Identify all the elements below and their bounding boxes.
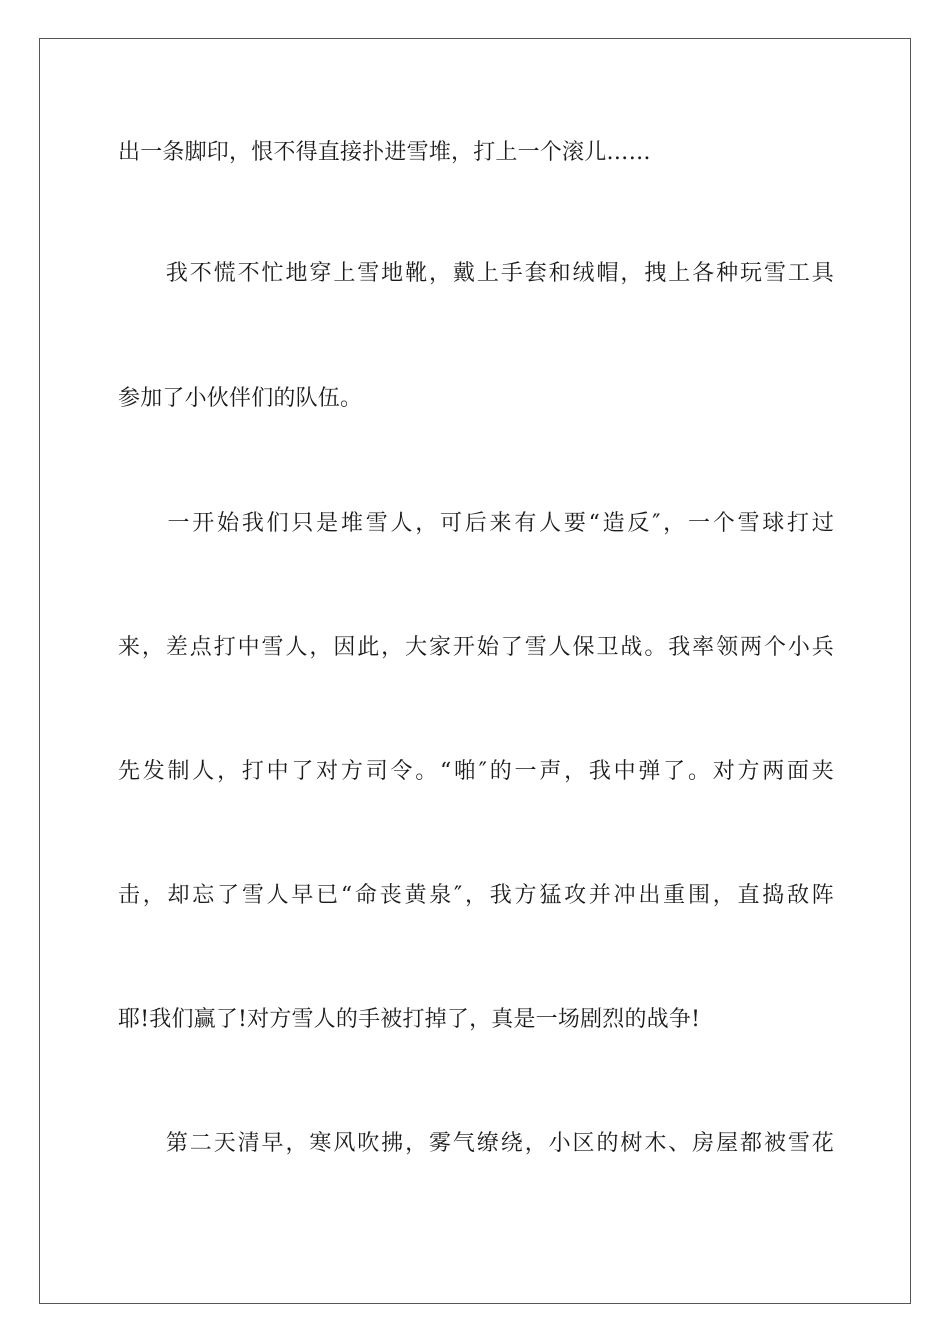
text-line: 我不慌不忙地穿上雪地靴，戴上手套和绒帽，拽上各种玩雪工具: [118, 261, 834, 286]
text-line: 出一条脚印，恨不得直接扑进雪堆，打上一个滚儿……: [118, 140, 651, 165]
text-line: 一开始我们只是堆雪人，可后来有人要“造反″，一个雪球打过: [118, 511, 834, 536]
text-line: 来，差点打中雪人，因此，大家开始了雪人保卫战。我率领两个小兵: [118, 635, 834, 660]
text-line: 第二天清早，寒风吹拂，雾气缭绕，小区的树木、房屋都被雪花: [118, 1131, 834, 1156]
text-line: 击，却忘了雪人早已“命丧黄泉″，我方猛攻并冲出重围，直捣敌阵: [118, 883, 834, 908]
text-line: 先发制人，打中了对方司令。“啪″的一声，我中弹了。对方两面夹: [118, 759, 834, 784]
page-border: [39, 38, 911, 1304]
text-line: 耶!我们赢了!对方雪人的手被打掉了，真是一场剧烈的战争!: [118, 1007, 701, 1032]
text-line: 参加了小伙伴们的队伍。: [118, 386, 363, 411]
